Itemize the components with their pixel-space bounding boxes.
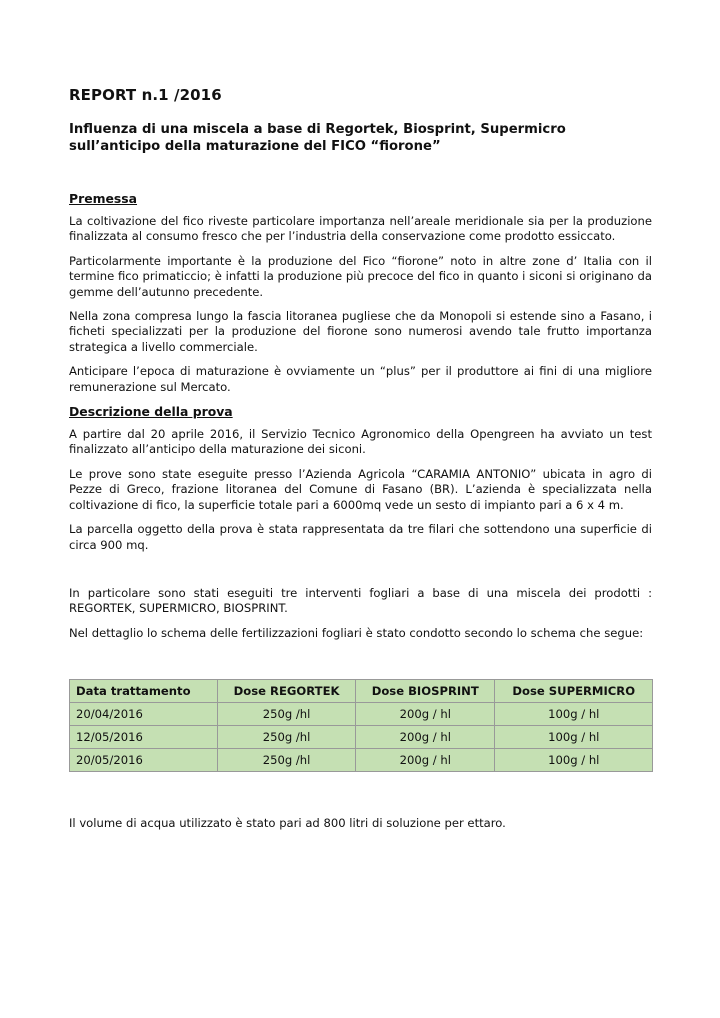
column-header-date: Data trattamento [70, 680, 218, 703]
column-header-supermicro: Dose SUPERMICRO [495, 680, 653, 703]
footer-note: Il volume di acqua utilizzato è stato pari ad 800 litri di soluzione per ettaro. [69, 816, 506, 831]
column-header-biosprint: Dose BIOSPRINT [356, 680, 495, 703]
table-row [70, 749, 653, 772]
paragraph: La parcella oggetto della prova è stata rappresentata da tre filari che sottendono una superficie di circa 900 mq. [69, 522, 652, 552]
table-header-row [70, 680, 653, 703]
cell-biosprint: 200g / hl [356, 749, 495, 772]
document-content [69, 86, 652, 841]
column-header-regortek: Dose REGORTEK [218, 680, 356, 703]
paragraph: In particolare sono stati eseguiti tre interventi fogliari a base di una miscela dei prodotti : REGORTEK, SUPERMICRO, BIOSPRINT. [69, 585, 652, 616]
paragraph: Nella zona compresa lungo la fascia litoranea pugliese che da Monopoli si estende sino a Fasano, i ficheti specializzati per la produzione del fiorone sono numerosi avendo tale frutto importanza strategica a livello commerciale. [69, 309, 652, 354]
fertilization-table [69, 679, 653, 772]
report-subtitle: Influenza di una miscela a base di Regortek, Biosprint, Supermicro sull’anticipo della maturazione del FICO “fiorone” [69, 122, 566, 154]
section-heading-descrizione: Descrizione della prova [69, 404, 233, 420]
cell-biosprint: 200g / hl [356, 703, 495, 726]
cell-supermicro: 100g / hl [495, 703, 653, 726]
cell-regortek: 250g /hl [218, 703, 356, 726]
cell-biosprint: 200g / hl [356, 726, 495, 749]
cell-regortek: 250g /hl [218, 726, 356, 749]
cell-regortek: 250g /hl [218, 749, 356, 772]
table-row [70, 703, 653, 726]
section-heading-premessa: Premessa [69, 191, 138, 206]
cell-date: 12/05/2016 [70, 726, 218, 749]
paragraph: Le prove sono state eseguite presso l’Azienda Agricola “CARAMIA ANTONIO” ubicata in agro di Pezze di Greco, frazione litoranea del Comune di Fasano (BR). L’azienda è specializzata nella coltivazione di fico, la superficie totale pari a 6000mq vede un sesto di impianto pari a 6 x 4 m. [69, 466, 652, 512]
paragraph: A partire dal 20 aprile 2016, il Servizio Tecnico Agronomico della Opengreen ha avviato un test finalizzato all’anticipo della maturazione dei siconi. [69, 427, 652, 457]
paragraph: La coltivazione del fico riveste particolare importanza nell’areale meridionale sia per la produzione finalizzata al consumo fresco che per l’industria della conservazione come prodotto essiccato. [69, 214, 652, 244]
report-title: REPORT n.1 /2016 [69, 86, 222, 104]
cell-date: 20/05/2016 [70, 749, 218, 772]
paragraph: Nel dettaglio lo schema delle fertilizzazioni fogliari è stato condotto secondo lo schema che segue: [69, 625, 644, 640]
cell-date: 20/04/2016 [70, 703, 218, 726]
paragraph: Particolarmente importante è la produzione del Fico “fiorone” noto in altre zone d’ Italia con il termine fico primaticcio; è infatti la produzione più precoce del fico in quanto i siconi si originano da gemme dell’autunno precedente. [69, 253, 652, 299]
cell-supermicro: 100g / hl [495, 749, 653, 772]
paragraph: Anticipare l’epoca di maturazione è ovviamente un “plus” per il produttore ai fini di una migliore remunerazione sul Mercato. [69, 364, 652, 394]
spacer [69, 562, 652, 586]
cell-supermicro: 100g / hl [495, 726, 653, 749]
table-row [70, 726, 653, 749]
